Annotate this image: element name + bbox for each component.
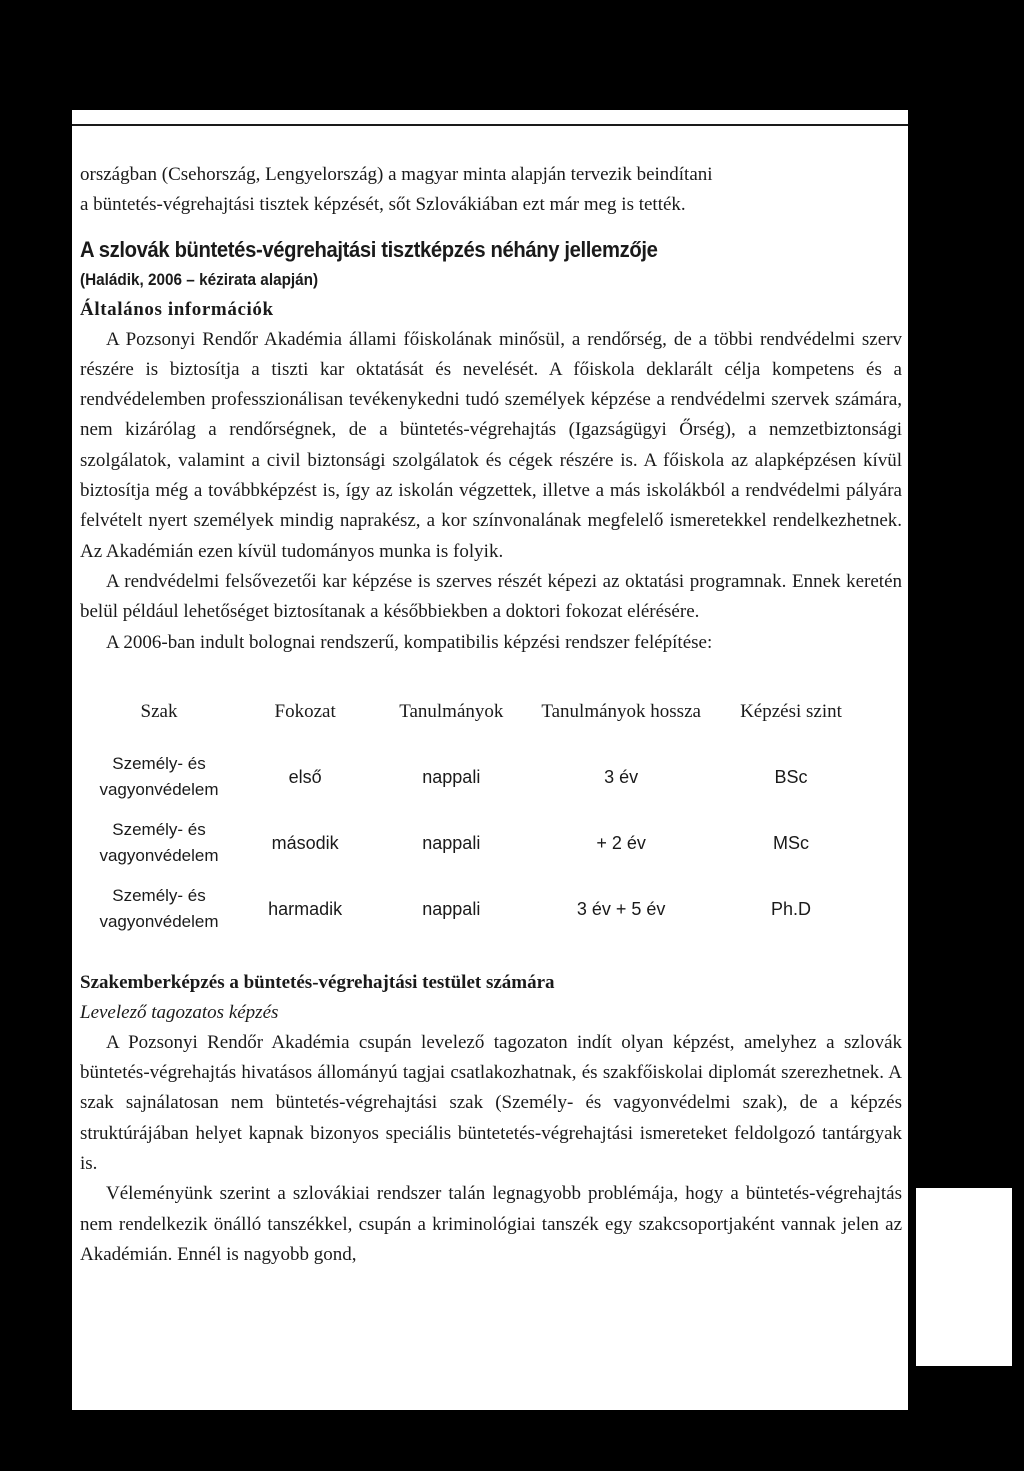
cell-szak: Személy- és vagyonvédelem [99,819,219,865]
body-paragraph: A Pozsonyi Rendőr Akadémia csupán levelező tagozaton indít olyan képzést, amelyhez a szlovák büntetés-végrehajtás hivatásos állományú tagjai csatlakozhatnak, és szakfőiskolai diplomát szerezhetnek. A szak sajnálatosan nem büntetés-végrehajtási szak (Személy- és vagyonvédelmi szak), de a képzés struktúrájában helyet kapnak bizonyos speciális büntetetés-végrehajtási ismereteket feldolgozó tantárgyak is. [80,1031,902,1175]
column-header-fokozat: Fokozat [274,700,336,722]
header-rule [72,124,908,126]
cell-fokozat: második [271,832,339,853]
section-subheading: Levelező tagozatos képzés [80,1001,279,1023]
cell-hossza: 3 év + 5 év [576,898,666,919]
margin-tab [916,1188,1012,1366]
section-title: Szakemberképzés a büntetés-végrehajtási testület számára [80,971,555,993]
cell-hossza: 3 év [604,766,639,787]
page-content [80,160,902,1270]
document-page [72,110,908,1410]
cell-szint: BSc [774,766,808,787]
table-row [80,810,870,876]
section-subheading: Általános információk [80,298,274,320]
section-title: A szlovák büntetés-végrehajtási tisztképzés néhány jellemzője [80,236,658,262]
cell-szint: Ph.D [770,898,811,919]
column-header-szak: Szak [140,700,178,722]
intro-paragraph [80,160,902,221]
column-header-tanulmanyok: Tanulmányok [399,700,504,722]
cell-szint: MSc [772,832,809,853]
body-paragraph: A Pozsonyi Rendőr Akadémia állami főiskolának minősül, a rendőrség, de a többi rendvédelmi szerv részére is biztosítja a tiszti kar oktatását és nevelését. A főiskola deklarált célja kompetens és a rendvédelemben professzionálisan tevékenykedni tudó személyek képzése a rendvédelmi szervek számára, nem kizárólag a rendőrségnek, de a büntetés-végrehajtás (Igazságügyi Őrség), a nemzetbiztonsági szolgálatok, valamint a civil biztonsági szolgálatok és cégek részére is. A főiskola az alapképzésen kívül biztosítja még a továbbképzést is, így az iskolán végzettek, illetve a más iskolákból a rendvédelmi pályára felvételt nyert személyek mindig naprakész, a kor színvonalának megfelelő ismeretekkel rendelkezhetnek. Az Akadémián ezen kívül tudományos munka is folyik. [80,328,902,562]
column-header-hossza: Tanulmányok hossza [541,700,701,722]
cell-fokozat: első [288,766,322,787]
training-structure-table [80,680,870,942]
cell-szak: Személy- és vagyonvédelem [99,885,219,931]
table-row [80,876,870,942]
spacer [80,942,902,968]
cell-szak: Személy- és vagyonvédelem [99,753,219,799]
body-paragraph: A rendvédelmi felsővezetői kar képzése is szerves részét képezi az oktatási programnak. Ennek keretén belül például lehetőséget biztosítanak a későbbiekben a doktori fokozat elérésére. [80,570,902,623]
table-caption: A 2006-ban indult bolognai rendszerű, kompatibilis képzési rendszer felépítése: [106,631,713,653]
body-paragraph: Véleményünk szerint a szlovákiai rendszer talán legnagyobb problémája, hogy a büntetés-végrehajtás nem rendelkezik önálló tanszékkel, csupán a kriminológiai tanszék egy szakcsoportjaként vannak jelen az Akadémián. Ennél is nagyobb gond, [80,1183,902,1265]
cell-tanulmanyok: nappali [422,832,481,853]
column-header-szint: Képzési szint [740,700,842,722]
intro-line: a büntetés-végrehajtási tisztek képzését, sőt Szlovákiában ezt már meg is tették. [80,194,686,216]
table-header-row [80,680,870,744]
cell-fokozat: harmadik [268,898,343,919]
intro-line: országban (Csehország, Lengyelország) a magyar minta alapján tervezik beindítani [80,164,713,185]
table-row [80,744,870,810]
cell-tanulmanyok: nappali [422,898,481,919]
cell-hossza: + 2 év [596,832,646,853]
cell-tanulmanyok: nappali [422,766,481,787]
section-source: (Haládik, 2006 – kézirata alapján) [80,269,319,289]
